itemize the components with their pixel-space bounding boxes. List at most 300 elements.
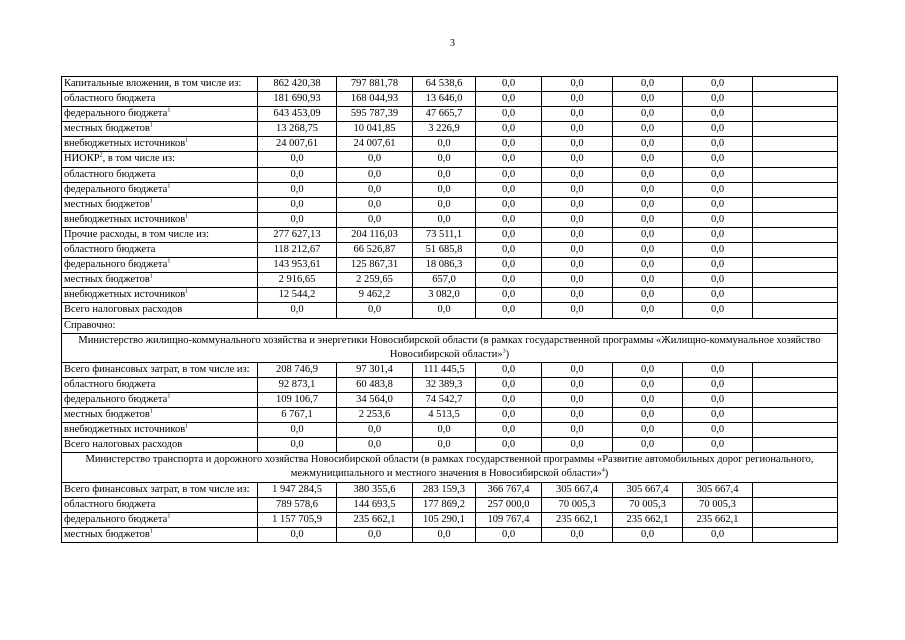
row-label-text: Прочие расходы, в том числе из: (64, 228, 209, 240)
footnote-marker: 1 (167, 107, 171, 114)
value-cell: 0,0 (542, 408, 613, 423)
row-label-text: местных бюджетов (64, 198, 150, 210)
value-cell: 235 662,1 (337, 512, 413, 527)
value-cell: 0,0 (613, 227, 683, 242)
table-row (62, 107, 838, 122)
value-cell: 0,0 (683, 212, 753, 227)
footnote-marker: 2 (99, 152, 103, 159)
value-cell: 0,0 (476, 167, 542, 182)
value-cell: 0,0 (613, 377, 683, 392)
value-cell: 208 746,9 (258, 362, 337, 377)
table-row (62, 423, 838, 438)
value-cell: 0,0 (542, 243, 613, 258)
footnote-marker: 3 (502, 348, 506, 355)
value-cell: 0,0 (683, 377, 753, 392)
value-cell: 0,0 (476, 152, 542, 167)
section-header (62, 333, 838, 362)
table-row (62, 288, 838, 303)
table-row (62, 92, 838, 107)
table-row (62, 273, 838, 288)
value-cell: 92 873,1 (258, 377, 337, 392)
value-cell: 60 483,8 (337, 377, 413, 392)
row-label-text: областного бюджета (64, 378, 156, 390)
value-cell: 0,0 (542, 77, 613, 92)
value-cell: 0,0 (613, 167, 683, 182)
value-cell: 0,0 (476, 243, 542, 258)
value-cell: 0,0 (542, 212, 613, 227)
value-cell (753, 377, 838, 392)
value-cell: 797 881,78 (337, 77, 413, 92)
value-cell: 0,0 (476, 182, 542, 197)
row-label-text: Капитальные вложения, в том числе из: (64, 78, 242, 89)
row-label (62, 392, 258, 407)
value-cell (753, 92, 838, 107)
value-cell: 118 212,67 (258, 243, 337, 258)
value-cell (753, 273, 838, 288)
value-cell: 143 953,61 (258, 258, 337, 273)
table-body (62, 77, 838, 543)
value-cell: 0,0 (613, 303, 683, 318)
row-label-text: местных бюджетов (64, 274, 150, 286)
table-row (62, 77, 838, 92)
value-cell: 0,0 (613, 243, 683, 258)
note-text: Справочно: (62, 318, 838, 333)
value-cell: 24 007,61 (337, 137, 413, 152)
value-cell: 789 578,6 (258, 497, 337, 512)
value-cell: 0,0 (476, 288, 542, 303)
table-row (62, 408, 838, 423)
value-cell: 0,0 (542, 362, 613, 377)
row-label-text: областного бюджета (64, 244, 156, 256)
table-row (62, 512, 838, 527)
value-cell: 0,0 (258, 423, 337, 438)
row-label (62, 482, 258, 497)
value-cell: 0,0 (413, 438, 476, 453)
row-label-text: федерального бюджета (64, 393, 168, 405)
value-cell: 0,0 (683, 392, 753, 407)
footnote-marker: 1 (149, 408, 153, 415)
table-row (62, 377, 838, 392)
value-cell: 235 662,1 (683, 512, 753, 527)
value-cell: 0,0 (542, 122, 613, 137)
value-cell: 0,0 (337, 212, 413, 227)
value-cell: 0,0 (683, 92, 753, 107)
table-row (62, 527, 838, 542)
table-row (62, 122, 838, 137)
value-cell: 181 690,93 (258, 92, 337, 107)
value-cell: 70 005,3 (613, 497, 683, 512)
value-cell: 0,0 (542, 227, 613, 242)
row-label (62, 77, 258, 92)
value-cell: 0,0 (542, 288, 613, 303)
table-row (62, 482, 838, 497)
value-cell: 0,0 (476, 438, 542, 453)
value-cell: 0,0 (258, 527, 337, 542)
section-title: Министерство жилищно-коммунального хозяйства и энергетики Новосибирской области (в рамках государственной программы «Жилищно-коммунальное хозяйство Новосибирской области» (78, 334, 821, 360)
value-cell: 0,0 (613, 288, 683, 303)
value-cell (753, 362, 838, 377)
row-label (62, 423, 258, 438)
table-row (62, 137, 838, 152)
value-cell: 24 007,61 (258, 137, 337, 152)
value-cell: 0,0 (683, 227, 753, 242)
footnote-marker: 1 (167, 258, 171, 265)
row-label-text: Всего налоговых расходов (64, 304, 183, 316)
footnote-marker: 1 (167, 393, 171, 400)
value-cell: 0,0 (683, 152, 753, 167)
value-cell: 0,0 (613, 137, 683, 152)
table-row (62, 182, 838, 197)
value-cell: 0,0 (476, 107, 542, 122)
value-cell (753, 392, 838, 407)
row-label (62, 92, 258, 107)
value-cell: 168 044,93 (337, 92, 413, 107)
value-cell: 0,0 (337, 182, 413, 197)
value-cell: 0,0 (476, 408, 542, 423)
value-cell: 109 106,7 (258, 392, 337, 407)
value-cell (753, 423, 838, 438)
value-cell: 0,0 (476, 77, 542, 92)
value-cell: 0,0 (613, 423, 683, 438)
value-cell: 70 005,3 (683, 497, 753, 512)
row-label (62, 107, 258, 122)
value-cell: 0,0 (542, 197, 613, 212)
row-label (62, 137, 258, 152)
value-cell: 13 646,0 (413, 92, 476, 107)
value-cell: 0,0 (413, 303, 476, 318)
row-label (62, 303, 258, 318)
value-cell: 204 116,03 (337, 227, 413, 242)
value-cell: 643 453,09 (258, 107, 337, 122)
row-label-text: областного бюджета (64, 498, 156, 510)
row-label-text: местных бюджетов (64, 409, 150, 421)
value-cell: 13 268,75 (258, 122, 337, 137)
value-cell: 47 665,7 (413, 107, 476, 122)
value-cell: 0,0 (542, 182, 613, 197)
footnote-marker: 1 (185, 288, 189, 295)
row-label-text: областного бюджета (64, 93, 156, 105)
value-cell: 0,0 (337, 152, 413, 167)
row-label (62, 288, 258, 303)
value-cell: 0,0 (683, 303, 753, 318)
value-cell: 144 693,5 (337, 497, 413, 512)
table-row (62, 438, 838, 453)
row-label (62, 227, 258, 242)
row-label (62, 512, 258, 527)
table-row (62, 167, 838, 182)
value-cell: 0,0 (476, 122, 542, 137)
page-number: 3 (450, 38, 455, 49)
value-cell: 0,0 (683, 408, 753, 423)
value-cell: 0,0 (413, 423, 476, 438)
value-cell: 0,0 (413, 152, 476, 167)
value-cell: 0,0 (542, 303, 613, 318)
value-cell: 177 869,2 (413, 497, 476, 512)
footnote-marker: 1 (167, 513, 171, 520)
value-cell: 0,0 (683, 77, 753, 92)
value-cell: 74 542,7 (413, 392, 476, 407)
value-cell: 0,0 (613, 527, 683, 542)
table-row (62, 212, 838, 227)
value-cell: 0,0 (683, 258, 753, 273)
row-label-text: федерального бюджета (64, 108, 168, 120)
row-label (62, 273, 258, 288)
value-cell: 0,0 (413, 197, 476, 212)
table-row (62, 362, 838, 377)
value-cell: 0,0 (476, 197, 542, 212)
value-cell: 0,0 (476, 227, 542, 242)
value-cell: 0,0 (337, 197, 413, 212)
value-cell: 0,0 (413, 137, 476, 152)
row-label (62, 212, 258, 227)
budget-table (61, 76, 838, 543)
value-cell: 0,0 (542, 258, 613, 273)
value-cell (753, 227, 838, 242)
row-label-text: Всего налоговых расходов (64, 439, 183, 451)
value-cell (753, 77, 838, 92)
value-cell (753, 152, 838, 167)
value-cell: 657,0 (413, 273, 476, 288)
row-label-text: Всего финансовых затрат, в том числе из: (64, 483, 250, 495)
value-cell (753, 408, 838, 423)
value-cell: 18 086,3 (413, 258, 476, 273)
value-cell: 0,0 (613, 273, 683, 288)
value-cell: 366 767,4 (476, 482, 542, 497)
value-cell: 0,0 (613, 258, 683, 273)
row-label-text: федерального бюджета (64, 259, 168, 271)
value-cell: 109 767,4 (476, 512, 542, 527)
row-label (62, 408, 258, 423)
value-cell: 2 916,65 (258, 273, 337, 288)
footnote-marker: 1 (185, 213, 189, 220)
table-row (62, 392, 838, 407)
value-cell: 0,0 (258, 303, 337, 318)
row-label (62, 362, 258, 377)
row-label-text: федерального бюджета (64, 513, 168, 525)
value-cell (753, 107, 838, 122)
value-cell (753, 303, 838, 318)
value-cell: 0,0 (542, 273, 613, 288)
section-header-row (62, 453, 838, 482)
value-cell: 9 462,2 (337, 288, 413, 303)
value-cell: 64 538,6 (413, 77, 476, 92)
value-cell: 380 355,6 (337, 482, 413, 497)
value-cell: 0,0 (476, 303, 542, 318)
value-cell (753, 527, 838, 542)
value-cell: 34 564,0 (337, 392, 413, 407)
value-cell (753, 512, 838, 527)
value-cell: 0,0 (476, 137, 542, 152)
row-label-text: областного бюджета (64, 168, 156, 180)
value-cell: 0,0 (476, 92, 542, 107)
value-cell: 0,0 (613, 197, 683, 212)
value-cell: 0,0 (613, 438, 683, 453)
value-cell: 0,0 (476, 527, 542, 542)
value-cell: 1 157 705,9 (258, 512, 337, 527)
value-cell: 0,0 (258, 167, 337, 182)
table-row (62, 258, 838, 273)
table-row (62, 152, 838, 167)
value-cell: 0,0 (613, 77, 683, 92)
value-cell: 0,0 (413, 527, 476, 542)
value-cell: 3 226,9 (413, 122, 476, 137)
value-cell: 0,0 (337, 438, 413, 453)
value-cell: 0,0 (337, 303, 413, 318)
value-cell: 0,0 (613, 212, 683, 227)
value-cell: 0,0 (683, 288, 753, 303)
value-cell: 0,0 (683, 527, 753, 542)
value-cell (753, 197, 838, 212)
table-row (62, 497, 838, 512)
value-cell: 12 544,2 (258, 288, 337, 303)
value-cell: 0,0 (683, 243, 753, 258)
row-label (62, 122, 258, 137)
value-cell (753, 482, 838, 497)
value-cell: 0,0 (337, 527, 413, 542)
value-cell: 0,0 (683, 182, 753, 197)
value-cell (753, 438, 838, 453)
value-cell: 2 259,65 (337, 273, 413, 288)
value-cell (753, 497, 838, 512)
row-label-text: федерального бюджета (64, 183, 168, 195)
value-cell: 0,0 (683, 197, 753, 212)
section-header-row (62, 333, 838, 362)
value-cell: 0,0 (542, 167, 613, 182)
row-label (62, 527, 258, 542)
value-cell: 0,0 (476, 212, 542, 227)
value-cell (753, 212, 838, 227)
value-cell: 0,0 (542, 152, 613, 167)
value-cell: 0,0 (542, 107, 613, 122)
value-cell: 73 511,1 (413, 227, 476, 242)
value-cell: 0,0 (258, 197, 337, 212)
footnote-marker: 1 (167, 183, 171, 190)
footnote-marker: 1 (149, 528, 153, 535)
value-cell: 0,0 (613, 122, 683, 137)
value-cell: 0,0 (683, 167, 753, 182)
table-row (62, 197, 838, 212)
value-cell: 862 420,38 (258, 77, 337, 92)
row-label-text: внебюджетных источников (64, 138, 186, 150)
value-cell: 0,0 (613, 408, 683, 423)
row-label (62, 167, 258, 182)
value-cell: 0,0 (613, 107, 683, 122)
value-cell: 0,0 (258, 182, 337, 197)
footnote-marker: 4 (601, 467, 605, 474)
row-label (62, 438, 258, 453)
value-cell: 0,0 (613, 362, 683, 377)
value-cell: 0,0 (542, 392, 613, 407)
value-cell: 0,0 (476, 392, 542, 407)
section-title: Министерство транспорта и дорожного хозяйства Новосибирской области (в рамках государственной программы «Развитие автомобильных дорог регионального, межмуниципального и местного значения в Новосибирской области» (85, 454, 814, 480)
value-cell: 4 513,5 (413, 408, 476, 423)
value-cell (753, 167, 838, 182)
table-row (62, 243, 838, 258)
value-cell: 0,0 (542, 527, 613, 542)
value-cell: 305 667,4 (542, 482, 613, 497)
value-cell: 0,0 (542, 377, 613, 392)
row-label (62, 377, 258, 392)
row-label (62, 497, 258, 512)
value-cell: 283 159,3 (413, 482, 476, 497)
table-row (62, 227, 838, 242)
value-cell: 235 662,1 (542, 512, 613, 527)
row-label (62, 182, 258, 197)
value-cell (753, 182, 838, 197)
value-cell: 2 253,6 (337, 408, 413, 423)
value-cell: 235 662,1 (613, 512, 683, 527)
value-cell: 0,0 (613, 92, 683, 107)
value-cell: 0,0 (542, 92, 613, 107)
value-cell: 105 290,1 (413, 512, 476, 527)
footnote-marker: 1 (149, 273, 153, 280)
value-cell: 0,0 (337, 423, 413, 438)
value-cell: 277 627,13 (258, 227, 337, 242)
row-label-text: внебюджетных источников (64, 213, 186, 225)
value-cell: 0,0 (542, 137, 613, 152)
row-label-text: НИОКР (64, 153, 100, 165)
footnote-marker: 1 (149, 122, 153, 129)
value-cell (753, 243, 838, 258)
value-cell: 305 667,4 (683, 482, 753, 497)
value-cell: 0,0 (413, 212, 476, 227)
value-cell: 6 767,1 (258, 408, 337, 423)
value-cell: 0,0 (683, 362, 753, 377)
value-cell: 70 005,3 (542, 497, 613, 512)
value-cell: 0,0 (476, 362, 542, 377)
value-cell: 1 947 284,5 (258, 482, 337, 497)
section-title-suffix: ) (604, 468, 609, 480)
note-row (62, 318, 838, 333)
value-cell: 0,0 (476, 377, 542, 392)
value-cell (753, 288, 838, 303)
value-cell: 0,0 (683, 107, 753, 122)
value-cell: 305 667,4 (613, 482, 683, 497)
value-cell (753, 137, 838, 152)
row-label (62, 152, 258, 167)
row-label-text: внебюджетных источников (64, 424, 186, 436)
value-cell: 0,0 (337, 167, 413, 182)
value-cell: 0,0 (683, 438, 753, 453)
row-label-text: Всего финансовых затрат, в том числе из: (64, 363, 250, 375)
value-cell: 0,0 (413, 167, 476, 182)
value-cell: 51 685,8 (413, 243, 476, 258)
value-cell: 32 389,3 (413, 377, 476, 392)
value-cell: 0,0 (613, 152, 683, 167)
value-cell: 257 000,0 (476, 497, 542, 512)
value-cell: 0,0 (613, 182, 683, 197)
value-cell (753, 122, 838, 137)
value-cell (753, 258, 838, 273)
value-cell: 125 867,31 (337, 258, 413, 273)
value-cell: 0,0 (258, 152, 337, 167)
row-label (62, 243, 258, 258)
value-cell: 0,0 (476, 258, 542, 273)
value-cell: 0,0 (542, 438, 613, 453)
footnote-marker: 1 (185, 423, 189, 430)
value-cell: 0,0 (542, 423, 613, 438)
value-cell: 0,0 (476, 273, 542, 288)
value-cell: 3 082,0 (413, 288, 476, 303)
row-label (62, 258, 258, 273)
footnote-marker: 1 (185, 137, 189, 144)
value-cell: 66 526,87 (337, 243, 413, 258)
value-cell: 0,0 (683, 273, 753, 288)
value-cell: 0,0 (413, 182, 476, 197)
row-label (62, 197, 258, 212)
section-title-suffix: ) (505, 348, 510, 360)
row-label-suffix: , в том числе из: (102, 153, 175, 165)
